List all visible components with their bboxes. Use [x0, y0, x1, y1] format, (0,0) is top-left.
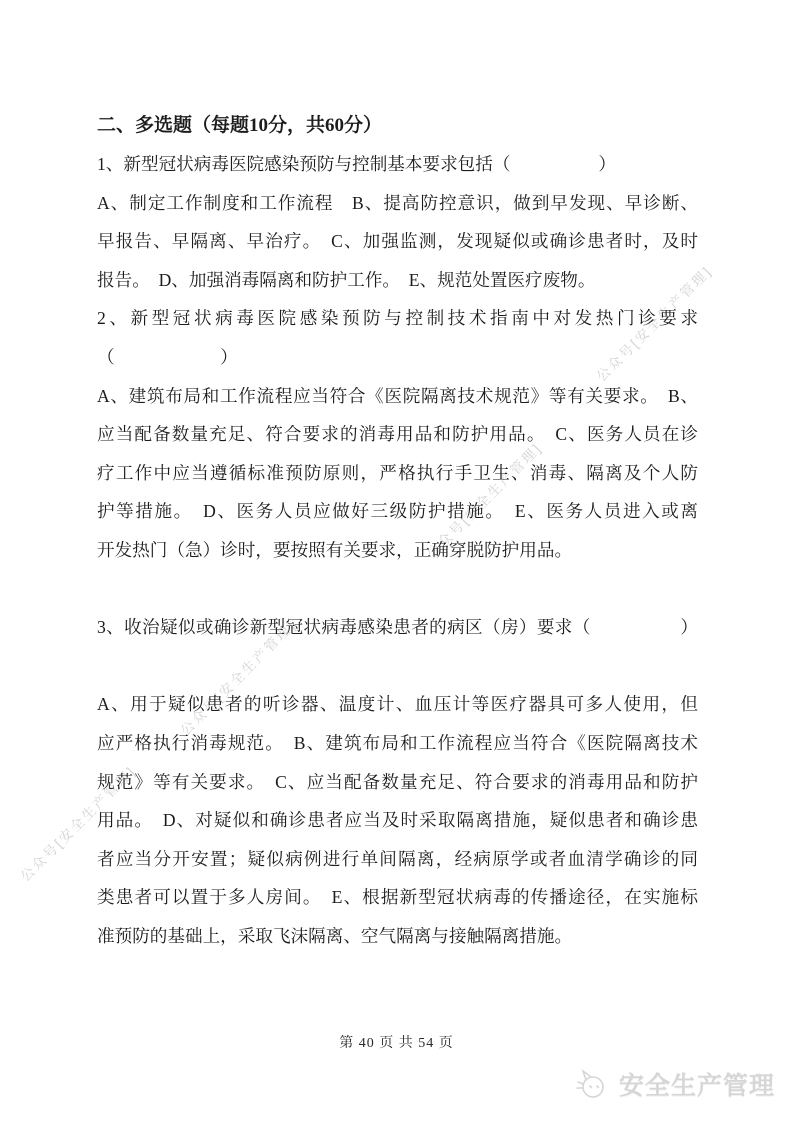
- document-line: 1、新型冠状病毒医院感染预防与控制基本要求包括（ ）: [97, 154, 617, 174]
- blank-line: [97, 647, 698, 686]
- watermark-text: 公众号[安全生产管理]: [423, 440, 546, 562]
- section-title: 二、多选题（每题10分，共60分）: [97, 115, 383, 136]
- document-lines: [97, 145, 698, 955]
- document-page: [97, 106, 698, 955]
- document-line: 疗工作中应当遵循标准预防原则，严格执行手卫生、消毒、隔离及个人防: [97, 462, 698, 483]
- watermark-text: 公众号[安全生产管理]: [593, 263, 716, 385]
- document-line: A、建筑布局和工作流程应当符合《医院隔离技术规范》等有关要求。 B、: [97, 385, 698, 406]
- document-line: 应当配备数量充足、符合要求的消毒用品和防护用品。 C、医务人员在诊: [97, 424, 698, 445]
- document-line: 准预防的基础上，采取飞沫隔离、空气隔离与接触隔离措施。: [97, 925, 573, 946]
- brand-logo: [574, 1066, 775, 1102]
- document-line: 3、收治疑似或确诊新型冠状病毒感染患者的病区（房）要求（ ）: [97, 617, 698, 638]
- document-line: A、用于疑似患者的听诊器、温度计、血压计等医疗器具可多人使用，但: [97, 694, 698, 715]
- document-line: 开发热门（急）诊时，要按照有关要求，正确穿脱防护用品。: [97, 539, 573, 560]
- blank-line: [97, 570, 698, 609]
- brand-name: 安全生产管理: [618, 1072, 775, 1100]
- watermark-text: 公众号[安全生产管理]: [177, 617, 300, 739]
- document-line: 用品。 D、对疑似和确诊患者应当及时采取隔离措施，疑似患者和确诊患: [97, 810, 698, 831]
- document-line: 类患者可以置于多人房间。 E、根据新型冠状病毒的传播途径，在实施标: [97, 887, 698, 908]
- document-line: 者应当分开安置；疑似病例进行单间隔离，经病原学或者血清学确诊的同: [97, 848, 698, 869]
- document-line: （ ）: [97, 346, 238, 367]
- document-line: 早报告、早隔离、早治疗。 C、加强监测，发现疑似或确诊患者时，及时: [97, 231, 698, 252]
- watermark-text: 公众号[安全生产管理]: [17, 763, 140, 885]
- document-line: 护等措施。 D、医务人员应做好三级防护措施。 E、医务人员进入或离: [97, 501, 698, 522]
- document-line: 应严格执行消毒规范。 B、建筑布局和工作流程应当符合《医院隔离技术: [97, 732, 698, 753]
- document-line: 报告。 D、加强消毒隔离和防护工作。 E、规范处置医疗废物。: [97, 269, 596, 290]
- cat-doodle-icon: [574, 1066, 610, 1102]
- page-number-indicator: 第 40 页 共 54 页: [339, 1036, 454, 1051]
- document-line: 2、新型冠状病毒医院感染预防与控制技术指南中对发热门诊要求: [97, 308, 698, 329]
- document-line: 规范》等有关要求。 C、应当配备数量充足、符合要求的消毒用品和防护: [97, 771, 698, 792]
- document-line: A、制定工作制度和工作流程 B、提高防控意识，做到早发现、早诊断、: [97, 192, 698, 213]
